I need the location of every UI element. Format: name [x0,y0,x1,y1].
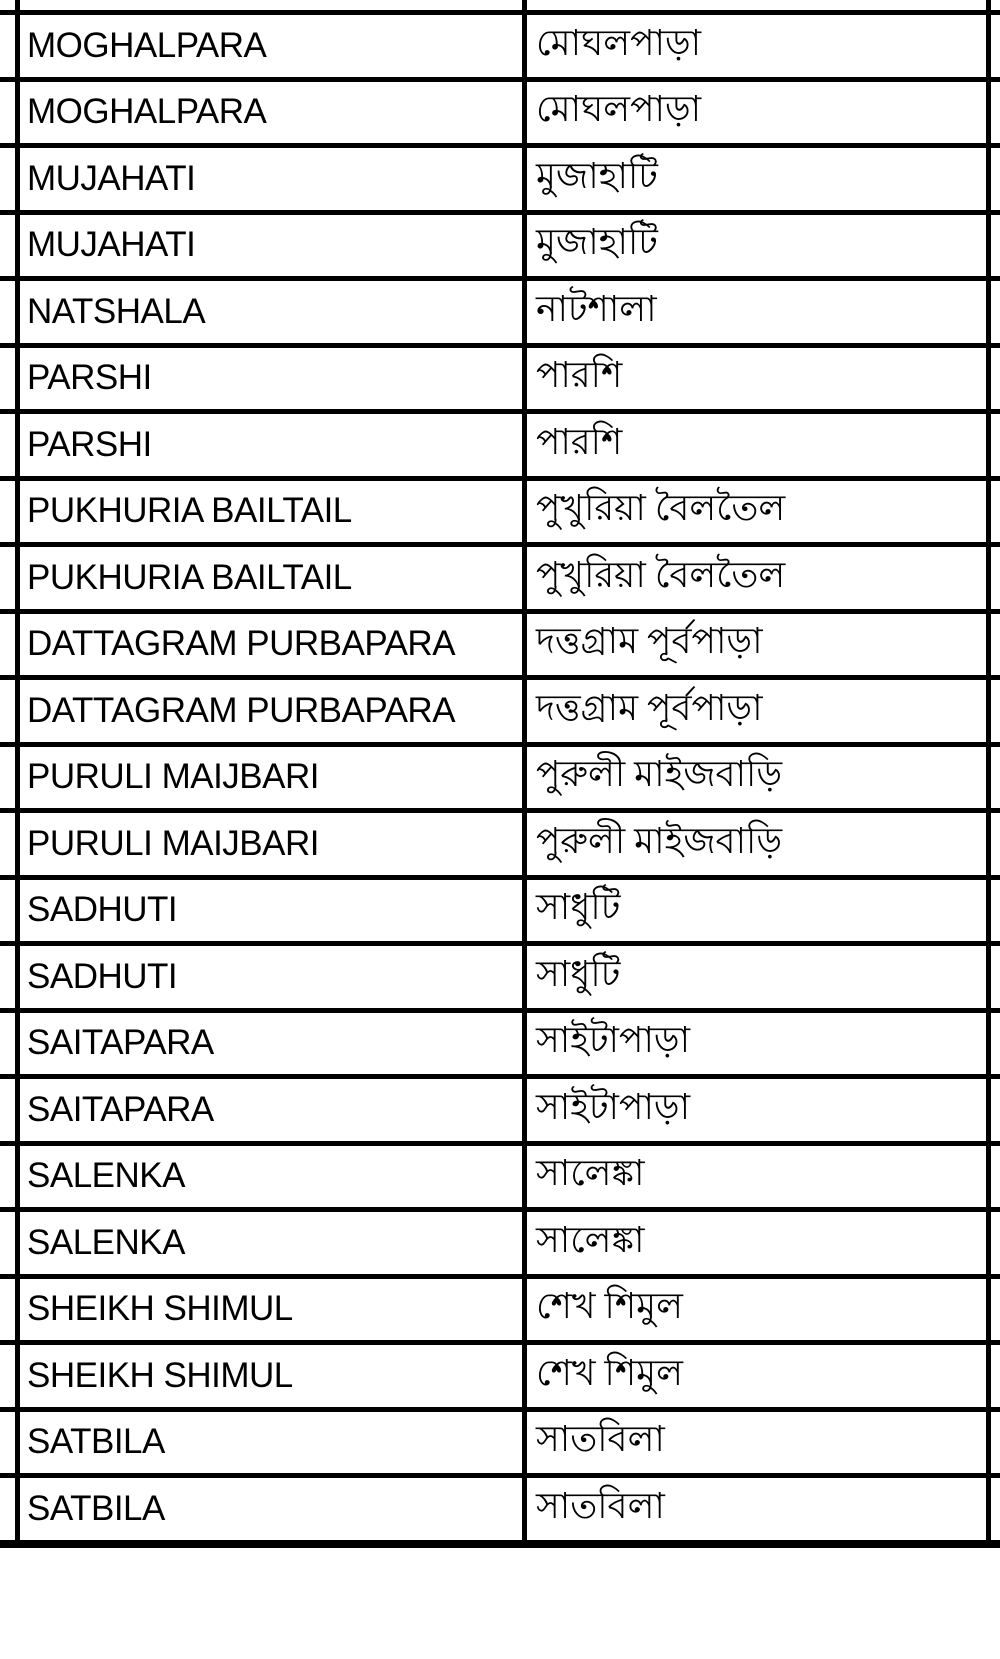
cell-place-name-bengali: মুজাহাটি [527,215,991,277]
cell-clipped-left-column [0,281,20,343]
cell-place-name-english: SAITAPARA [20,1079,527,1141]
cell-place-name-english: SALENKA [20,1146,527,1208]
table-row [0,82,1000,149]
cell-english-clipped [20,0,527,10]
cell-clipped-left-column [0,1013,20,1075]
cell-place-name-bengali: পারশি [527,414,991,476]
cell-clipped-right-column [991,82,1000,144]
cell-place-name-bengali: পুখুরিয়া বৈলতৈল [527,481,991,543]
cell-place-name-bengali: সাইটাপাড়া [527,1013,991,1075]
table-row [0,1412,1000,1479]
cell-place-name-english: MUJAHATI [20,215,527,277]
cell-place-name-bengali: মোঘলপাড়া [527,15,991,77]
cell-clipped-left-column [0,15,20,77]
cell-clipped-right-column [991,15,1000,77]
cell-place-name-english: NATSHALA [20,281,527,343]
cell-place-name-bengali: সাতবিলা [527,1412,991,1474]
cell-bengali-clipped [527,0,991,10]
cell-place-name-bengali: সাতবিলা [527,1478,991,1540]
cell-clipped-left-column [0,1146,20,1208]
cell-clipped-left-column [0,1345,20,1407]
cell-clipped-left-column [0,82,20,144]
table-row [0,215,1000,282]
cell-place-name-english: SADHUTI [20,946,527,1008]
cell-clipped-right-column [991,680,1000,742]
cell-clipped-left-column [0,1079,20,1141]
table-row [0,946,1000,1013]
cell-clipped-right-column [991,1412,1000,1474]
cell-place-name-bengali: মোঘলপাড়া [527,82,991,144]
cell-clipped-left-column [0,614,20,676]
cell-place-name-english: PUKHURIA BAILTAIL [20,547,527,609]
cell-clipped-left-column [0,348,20,410]
cell-place-name-english: SALENKA [20,1212,527,1274]
table-row [0,1345,1000,1412]
cell-clipped-right-column [991,614,1000,676]
cell-place-name-bengali: সাধুটি [527,880,991,942]
cell-clipped-left-column [0,1412,20,1474]
table-row [0,813,1000,880]
cell-place-name-bengali: সাইটাপাড়া [527,1079,991,1141]
cell-place-name-bengali: সালেঙ্কা [527,1212,991,1274]
table-row [0,1146,1000,1213]
cell-clipped-right-column [991,1013,1000,1075]
cell-clipped-left-column [0,414,20,476]
cell-place-name-bengali: মুজাহাটি [527,148,991,210]
cell-clipped-right-column [991,946,1000,1008]
cell-place-name-english: MOGHALPARA [20,15,527,77]
table-row [0,148,1000,215]
cell-place-name-bengali: দত্তগ্রাম পূর্বপাড়া [527,614,991,676]
cell-clipped-right-column [991,215,1000,277]
table-row [0,348,1000,415]
cell-place-name-bengali: পুরুলী মাইজবাড়ি [527,813,991,875]
cell-clipped-right-column [991,0,1000,10]
cell-place-name-english: PURULI MAIJBARI [20,813,527,875]
table-row [0,547,1000,614]
cell-clipped-left-column [0,946,20,1008]
table-row [0,747,1000,814]
cell-place-name-english: PURULI MAIJBARI [20,747,527,809]
cell-place-name-bengali: শেখ শিমুল [527,1345,991,1407]
cell-clipped-left-column [0,0,20,10]
cell-clipped-left-column [0,1212,20,1274]
cell-clipped-right-column [991,880,1000,942]
cell-place-name-english: MUJAHATI [20,148,527,210]
cell-place-name-english: DATTAGRAM PURBAPARA [20,614,527,676]
cell-place-name-bengali: শেখ শিমুল [527,1279,991,1341]
cell-clipped-right-column [991,148,1000,210]
cell-place-name-english: SHEIKH SHIMUL [20,1345,527,1407]
cell-place-name-english: SATBILA [20,1478,527,1540]
cell-place-name-english: PARSHI [20,414,527,476]
cell-clipped-left-column [0,747,20,809]
cell-clipped-left-column [0,1279,20,1341]
cell-clipped-right-column [991,1478,1000,1540]
cell-place-name-bengali: পুখুরিয়া বৈলতৈল [527,547,991,609]
cell-clipped-right-column [991,747,1000,809]
cell-place-name-english: SADHUTI [20,880,527,942]
table-row [0,15,1000,82]
cell-place-name-english: SAITAPARA [20,1013,527,1075]
table-row [0,1013,1000,1080]
table-body [0,15,1000,1548]
cell-place-name-english: PARSHI [20,348,527,410]
table-row [0,880,1000,947]
cell-place-name-bengali: নাটশালা [527,281,991,343]
table-row [0,1079,1000,1146]
cell-clipped-left-column [0,680,20,742]
table-row [0,1279,1000,1346]
cell-place-name-bengali: পারশি [527,348,991,410]
cell-clipped-right-column [991,348,1000,410]
cell-clipped-left-column [0,1478,20,1540]
cell-clipped-left-column [0,813,20,875]
cell-clipped-right-column [991,813,1000,875]
cell-clipped-left-column [0,215,20,277]
cell-place-name-english: SHEIKH SHIMUL [20,1279,527,1341]
cell-clipped-right-column [991,1345,1000,1407]
table-row [0,1478,1000,1548]
cell-place-name-bengali: সাধুটি [527,946,991,1008]
cell-place-name-bengali: দত্তগ্রাম পূর্বপাড়া [527,680,991,742]
table-row [0,481,1000,548]
cell-clipped-right-column [991,1279,1000,1341]
table-row [0,614,1000,681]
cell-clipped-right-column [991,281,1000,343]
cell-clipped-right-column [991,547,1000,609]
cell-place-name-english: MOGHALPARA [20,82,527,144]
cell-place-name-english: PUKHURIA BAILTAIL [20,481,527,543]
table-row [0,281,1000,348]
cell-clipped-left-column [0,547,20,609]
table-row [0,680,1000,747]
cell-clipped-left-column [0,880,20,942]
cell-place-name-english: DATTAGRAM PURBAPARA [20,680,527,742]
cell-clipped-left-column [0,148,20,210]
cell-place-name-english: SATBILA [20,1412,527,1474]
cell-clipped-right-column [991,481,1000,543]
table-row [0,414,1000,481]
cell-clipped-right-column [991,1079,1000,1141]
cell-clipped-right-column [991,414,1000,476]
cell-place-name-bengali: পুরুলী মাইজবাড়ি [527,747,991,809]
table-row [0,1212,1000,1279]
cell-clipped-left-column [0,481,20,543]
cell-clipped-right-column [991,1212,1000,1274]
cell-clipped-right-column [991,1146,1000,1208]
cell-place-name-bengali: সালেঙ্কা [527,1146,991,1208]
table-row-clipped-top [0,0,1000,15]
